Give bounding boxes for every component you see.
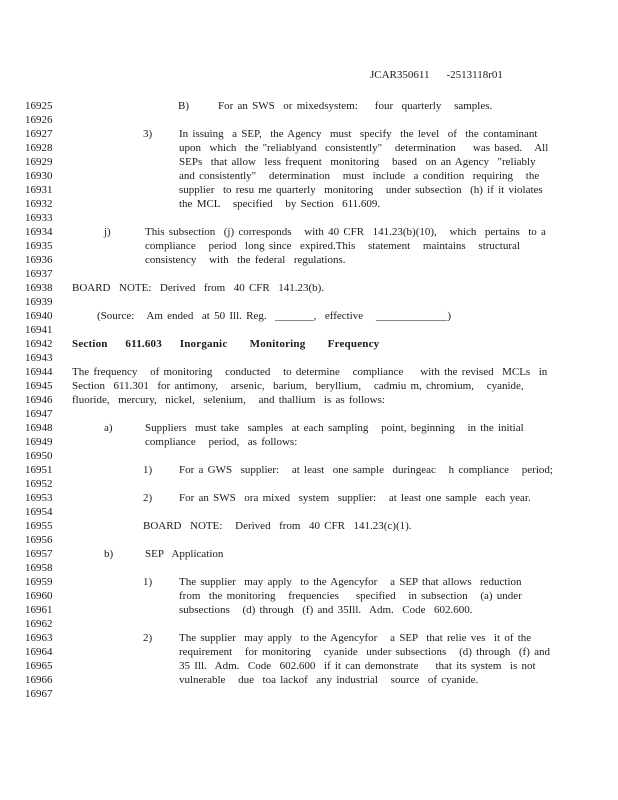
line-number: 16963	[25, 632, 53, 644]
doc-line-16927	[0, 127, 618, 141]
line-number: 16955	[25, 520, 53, 532]
line-number: 16951	[25, 464, 53, 476]
doc-line-16956	[0, 533, 618, 547]
list-marker: a)	[104, 422, 113, 434]
doc-line-16936	[0, 253, 618, 267]
doc-line-16955	[0, 519, 618, 533]
doc-line-16954	[0, 505, 618, 519]
line-text: The supplier may apply to the Agencyfor a SEP that allows reduction	[179, 576, 522, 588]
doc-line-16966	[0, 673, 618, 687]
doc-line-16926	[0, 113, 618, 127]
line-number: 16965	[25, 660, 53, 672]
line-number: 16964	[25, 646, 53, 658]
line-number: 16926	[25, 114, 53, 126]
line-text: compliance period long since expired.This statement maintains structural	[145, 240, 520, 252]
line-number: 16957	[25, 548, 53, 560]
doc-line-16946	[0, 393, 618, 407]
line-number: 16958	[25, 562, 53, 574]
line-number: 16940	[25, 310, 53, 322]
line-number: 16949	[25, 436, 53, 448]
line-text: supplier to resu me quarterly monitoring under subsection (h) if it violates	[179, 184, 543, 196]
line-number: 16959	[25, 576, 53, 588]
line-text: SEPs that allow less frequent monitoring based on an Agency "reliably	[179, 156, 536, 168]
list-marker: 1)	[143, 464, 153, 476]
doc-line-16961	[0, 603, 618, 617]
doc-line-16945	[0, 379, 618, 393]
doc-line-16941	[0, 323, 618, 337]
list-marker: b)	[104, 548, 114, 560]
line-number: 16947	[25, 408, 53, 420]
line-number: 16967	[25, 688, 53, 700]
list-marker: 2)	[143, 632, 153, 644]
line-number: 16944	[25, 366, 53, 378]
line-number: 16952	[25, 478, 53, 490]
doc-line-16933	[0, 211, 618, 225]
doc-line-16944	[0, 365, 618, 379]
line-text: consistency with the federal regulations.	[145, 254, 346, 266]
doc-line-16947	[0, 407, 618, 421]
doc-line-16965	[0, 659, 618, 673]
line-number: 16925	[25, 100, 53, 112]
section-heading-text: Section 611.603 Inorganic Monitoring Frequency	[72, 338, 380, 350]
line-text: The supplier may apply to the Agencyfor a SEP that relie ves it of the	[179, 632, 532, 644]
document-body	[0, 99, 618, 701]
line-number: 16942	[25, 338, 53, 350]
line-number: 16937	[25, 268, 53, 280]
doc-line-16962	[0, 617, 618, 631]
doc-line-16959	[0, 575, 618, 589]
doc-line-16952	[0, 477, 618, 491]
doc-line-16937	[0, 267, 618, 281]
line-text: upon which the "reliablyand consistently" determination was based. All	[179, 142, 549, 154]
doc-line-16950	[0, 449, 618, 463]
doc-line-16942	[0, 337, 618, 351]
line-number: 16933	[25, 212, 53, 224]
doc-line-16930	[0, 169, 618, 183]
doc-line-16939	[0, 295, 618, 309]
doc-line-16943	[0, 351, 618, 365]
line-text: This subsection (j) corresponds with 40 CFR 141.23(b)(10), which pertains to a	[145, 226, 546, 238]
line-text: BOARD NOTE: Derived from 40 CFR 141.23(c)(1).	[143, 520, 412, 532]
line-number: 16928	[25, 142, 53, 154]
line-text: The frequency of monitoring conducted to determine compliance with the revised MCLs in	[72, 366, 548, 378]
line-number: 16956	[25, 534, 53, 546]
line-number: 16939	[25, 296, 53, 308]
doc-line-16929	[0, 155, 618, 169]
doc-line-16940	[0, 309, 618, 323]
doc-line-16931	[0, 183, 618, 197]
doc-line-16949	[0, 435, 618, 449]
doc-line-16932	[0, 197, 618, 211]
line-text: fluoride, mercury, nickel, selenium, and thallium is as follows:	[72, 394, 385, 406]
doc-line-16964	[0, 645, 618, 659]
line-number: 16927	[25, 128, 53, 140]
line-text: BOARD NOTE: Derived from 40 CFR 141.23(b).	[72, 282, 325, 294]
doc-line-16948	[0, 421, 618, 435]
doc-line-16967	[0, 687, 618, 701]
line-number: 16941	[25, 324, 53, 336]
line-text: from the monitoring frequencies specified in subsection (a) under	[179, 590, 522, 602]
line-text: compliance period, as follows:	[145, 436, 298, 448]
line-text: vulnerable due toa lackof any industrial source of cyanide.	[179, 674, 479, 686]
line-text: For an SWS or mixedsystem: four quarterly samples.	[218, 100, 493, 112]
line-text: the MCL specified by Section 611.609.	[179, 198, 381, 210]
line-text: subsections (d) through (f) and 35Ill. Adm. Code 602.600.	[179, 604, 473, 616]
line-number: 16945	[25, 380, 53, 392]
list-marker: B)	[178, 100, 189, 112]
line-number: 16954	[25, 506, 53, 518]
document-id-header: JCAR350611 -2513118r01	[370, 69, 503, 81]
line-number: 16932	[25, 198, 53, 210]
line-text: For an SWS ora mixed system supplier: at least one sample each year.	[179, 492, 531, 504]
doc-line-16925	[0, 99, 618, 113]
line-number: 16929	[25, 156, 53, 168]
list-marker: 3)	[143, 128, 153, 140]
doc-line-16928	[0, 141, 618, 155]
line-text: and consistently" determination must include a condition requiring the	[179, 170, 540, 182]
line-number: 16953	[25, 492, 53, 504]
list-marker: 1)	[143, 576, 153, 588]
line-text: 35 Ill. Adm. Code 602.600 if it can demonstrate that its system is not	[179, 660, 536, 672]
doc-line-16953	[0, 491, 618, 505]
doc-line-16934	[0, 225, 618, 239]
line-number: 16935	[25, 240, 53, 252]
line-number: 16930	[25, 170, 53, 182]
line-number: 16931	[25, 184, 53, 196]
doc-line-16935	[0, 239, 618, 253]
line-text: Suppliers must take samples at each sampling point, beginning in the initial	[145, 422, 524, 434]
list-marker: j)	[104, 226, 111, 238]
line-number: 16966	[25, 674, 53, 686]
line-number: 16961	[25, 604, 53, 616]
doc-line-16960	[0, 589, 618, 603]
line-number: 16936	[25, 254, 53, 266]
line-text: In issuing a SEP, the Agency must specify the level of the contaminant	[179, 128, 538, 140]
line-text: requirement for monitoring cyanide under subsections (d) through (f) and	[179, 646, 550, 658]
line-text: (Source: Am ended at 50 Ill. Reg. _______, effective _____________)	[97, 310, 452, 322]
line-text: SEP Application	[145, 548, 224, 560]
doc-line-16957	[0, 547, 618, 561]
line-text: For a GWS supplier: at least one sample duringeac h compliance period;	[179, 464, 553, 476]
doc-line-16938	[0, 281, 618, 295]
line-number: 16962	[25, 618, 53, 630]
line-number: 16948	[25, 422, 53, 434]
line-number: 16943	[25, 352, 53, 364]
line-number: 16938	[25, 282, 53, 294]
line-number: 16934	[25, 226, 53, 238]
doc-line-16951	[0, 463, 618, 477]
doc-line-16963	[0, 631, 618, 645]
line-number: 16950	[25, 450, 53, 462]
doc-line-16958	[0, 561, 618, 575]
line-text: Section 611.301 for antimony, arsenic, barium, beryllium, cadmiu m, chromium, cyanide,	[72, 380, 524, 392]
line-number: 16960	[25, 590, 53, 602]
list-marker: 2)	[143, 492, 153, 504]
line-number: 16946	[25, 394, 53, 406]
